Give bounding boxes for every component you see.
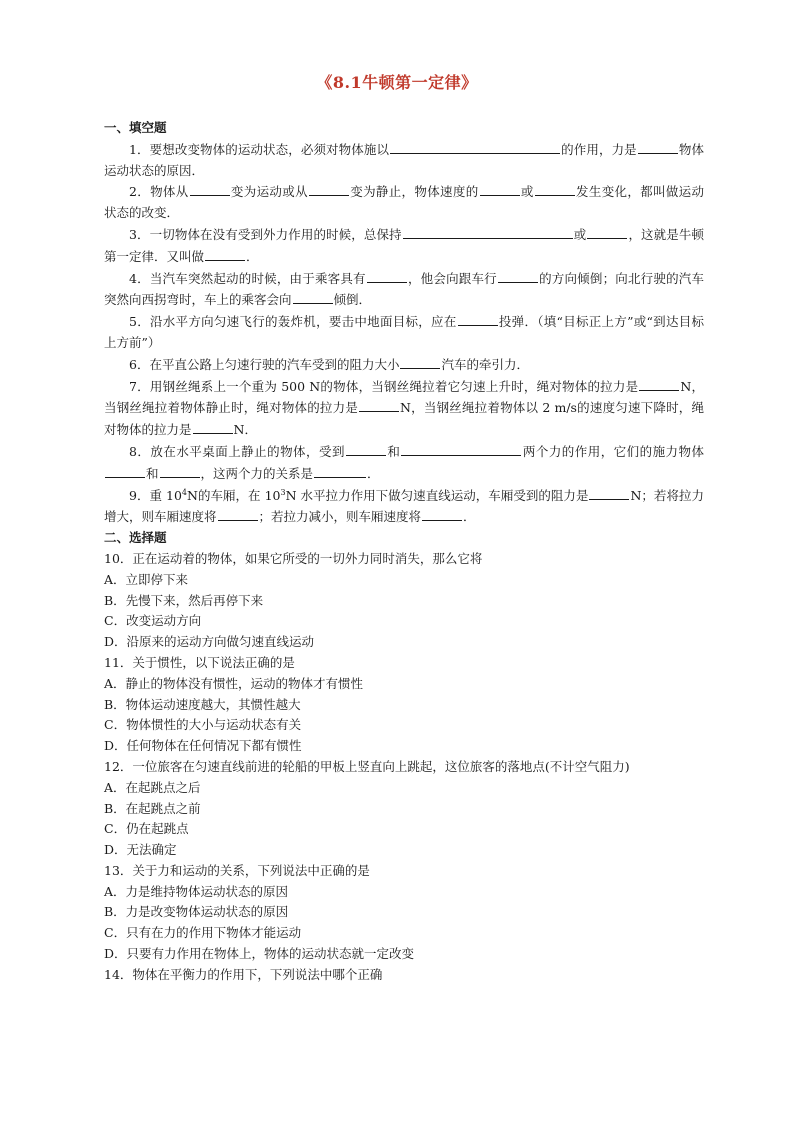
answer-blank[interactable]	[190, 181, 230, 196]
answer-blank[interactable]	[390, 139, 560, 154]
question-stem: 14．物体在平衡力的作用下，下列说法中哪个正确	[104, 966, 383, 982]
section-heading-fill: 一、填空题	[104, 120, 167, 135]
option-b[interactable]: B．在起跳点之前	[104, 800, 201, 816]
question-10	[104, 549, 704, 653]
option-d[interactable]: D．沿原来的运动方向做匀速直线运动	[104, 634, 315, 650]
answer-blank[interactable]	[535, 181, 575, 196]
question-6: 6．在平直公路上匀速行驶的汽车受到的阻力大小 汽车的牵引力．	[104, 354, 704, 376]
answer-blank[interactable]	[587, 224, 627, 239]
question-8: 8．放在水平桌面上静止的物体，受到 和 两个力的作用，它们的施力物体和 ，这两个力的关系是 ．	[104, 441, 704, 485]
question-5: 5．沿水平方向匀速飞行的轰炸机，要击中地面目标，应在 投弹．（填“目标正上方”或“到达目标上方前”）	[104, 311, 704, 354]
option-c[interactable]: C．物体惯性的大小与运动状态有关	[104, 717, 302, 733]
option-a[interactable]: A．静止的物体没有惯性，运动的物体才有惯性	[104, 675, 364, 691]
answer-blank[interactable]	[639, 376, 679, 391]
document-body	[104, 118, 704, 986]
answer-blank[interactable]	[359, 397, 399, 412]
answer-blank[interactable]	[458, 311, 498, 326]
answer-blank[interactable]	[293, 289, 333, 304]
question-9: 9．重 $10^4N$的车厢，在 $10^3N$ 水平拉力作用下做匀速直线运动，车厢受到的阻力是 N；若将拉力增大，则车厢速度将 ；若拉力减小，则车厢速度将 ．	[104, 485, 704, 529]
option-c[interactable]: C．只有在力的作用下物体才能运动	[104, 925, 302, 941]
option-a[interactable]: A．立即停下来	[104, 571, 189, 587]
option-d[interactable]: D．任何物体在任何情况下都有惯性	[104, 738, 302, 754]
option-c[interactable]: C．改变运动方向	[104, 613, 202, 629]
answer-blank[interactable]	[160, 463, 200, 478]
answer-blank[interactable]	[400, 354, 440, 369]
answer-blank[interactable]	[105, 463, 145, 478]
answer-blank[interactable]	[498, 268, 538, 283]
answer-blank[interactable]	[422, 506, 462, 521]
answer-blank[interactable]	[589, 485, 629, 500]
question-14	[104, 965, 704, 986]
question-3: 3．一切物体在没有受到外力作用的时候，总保持 或 ，这就是牛顿第一定律．又叫做 ．	[104, 224, 704, 268]
answer-blank[interactable]	[480, 181, 520, 196]
answer-blank[interactable]	[218, 506, 258, 521]
question-stem: 13．关于力和运动的关系，下列说法中正确的是	[104, 862, 370, 878]
option-a[interactable]: A．在起跳点之后	[104, 779, 201, 795]
answer-blank[interactable]	[401, 441, 521, 456]
option-a[interactable]: A．力是维持物体运动状态的原因	[104, 883, 289, 899]
question-4: 4．当汽车突然起动的时候，由于乘客具有 ，他会向跟车行 的方向倾倒；向北行驶的汽车突然向西拐弯时，车上的乘客会向 倾倒．	[104, 268, 704, 312]
answer-blank[interactable]	[367, 268, 407, 283]
answer-blank[interactable]	[309, 181, 349, 196]
question-stem: 12．一位旅客在匀速直线前进的轮船的甲板上竖直向上跳起，这位旅客的落地点(不计空气阻力)	[104, 758, 630, 774]
answer-blank[interactable]	[403, 224, 573, 239]
question-1: 1．要想改变物体的运动状态，必须对物体施以 的作用，力是 物体运动状态的原因．	[104, 139, 704, 182]
answer-blank[interactable]	[346, 441, 386, 456]
answer-blank[interactable]	[193, 419, 233, 434]
question-stem: 10．正在运动着的物体，如果它所受的一切外力同时消失，那么它将	[104, 550, 483, 566]
option-b[interactable]: B．力是改变物体运动状态的原因	[104, 904, 289, 920]
option-d[interactable]: D．只要有力作用在物体上，物体的运动状态就一定改变	[104, 946, 415, 962]
option-b[interactable]: B．物体运动速度越大，其惯性越大	[104, 696, 301, 712]
question-11	[104, 653, 704, 757]
answer-blank[interactable]	[205, 246, 245, 261]
question-7: 7．用钢丝绳系上一个重为 500 N的物体，当钢丝绳拉着它匀速上升时，绳对物体的拉力是 N，当钢丝绳拉着物体静止时，绳对物体的拉力是 N，当钢丝绳拉着物体以 2 m/s的速度匀速下降时，绳对物体的拉力是 N．	[104, 376, 704, 441]
question-stem: 11．关于惯性，以下说法正确的是	[104, 654, 295, 670]
section-heading-choice: 二、选择题	[104, 530, 167, 546]
option-c[interactable]: C．仍在起跳点	[104, 821, 189, 837]
answer-blank[interactable]	[314, 463, 366, 478]
question-2: 2．物体从 变为运动或从 变为静止，物体速度的 或 发生变化，都叫做运动状态的改变．	[104, 181, 704, 224]
question-13	[104, 861, 704, 965]
answer-blank[interactable]	[638, 139, 678, 154]
option-b[interactable]: B．先慢下来，然后再停下来	[104, 592, 264, 608]
option-d[interactable]: D．无法确定	[104, 842, 177, 858]
page-title: 《8.1牛顿第一定律》	[316, 73, 478, 92]
question-12	[104, 757, 704, 861]
